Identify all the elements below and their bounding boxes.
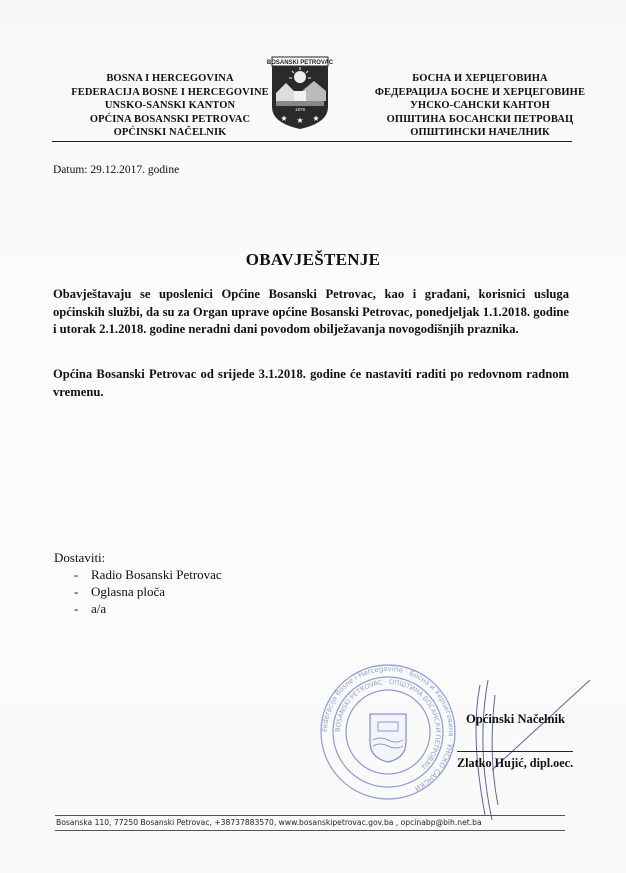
body-paragraph: Obavještavaju se uposlenici Općine Bosanski Petrovac, kao i građani, korisnici usluga općinskih službi, da su za Organ uprave općine Bosanski Petrovac, ponedjeljak 1.1.2018. godine i utorak 2.1.2018. godine neradni dani povodom obilježavanja novogodišnjih praznika. bbox=[53, 287, 569, 337]
header-line: ОПШТИНА БОСАНСКИ ПЕТРОВАЦ bbox=[386, 113, 574, 125]
header-line: FEDERACIJA BOSNE I HERCEGOVINE bbox=[71, 86, 269, 98]
header-line: БОСНА И ХЕРЦЕГОВИНА bbox=[412, 73, 548, 84]
crest-banner: BOSANSKI PETROVAC bbox=[266, 60, 334, 66]
delivery-item-text: Oglasna ploča bbox=[91, 584, 166, 599]
header-line: ФЕДЕРАЦИЈА БОСНЕ И ХЕРЦЕГОВИНЕ bbox=[374, 86, 586, 98]
delivery-list bbox=[54, 549, 222, 617]
svg-text:★: ★ bbox=[280, 114, 288, 123]
delivery-item-text: Radio Bosanski Petrovac bbox=[91, 567, 222, 582]
delivery-item: - Oglasna ploča bbox=[74, 584, 166, 599]
svg-text:Federacija Bosne i Hercegovine: Federacija Bosne i Hercegovine · Босна и Херцеговина · УНСКО САНСКИ bbox=[320, 664, 456, 793]
header-line: УНСКО-САНСКИ КАНТОН bbox=[410, 100, 550, 111]
delivery-item-text: a/a bbox=[91, 601, 107, 616]
handwritten-signature bbox=[440, 675, 600, 825]
body-paragraph: Općina Bosanski Petrovac od srijede 3.1.2018. godine će nastaviti raditi po redovnom radnom vremenu. bbox=[53, 367, 569, 399]
header-line: OPĆINSKI NAČELNIK bbox=[113, 127, 227, 138]
footer-divider bbox=[55, 815, 565, 816]
header-latin bbox=[60, 72, 280, 140]
delivery-item: - a/a bbox=[74, 601, 107, 616]
signatory-title: Općinski Načelnik bbox=[466, 712, 566, 726]
delivery-label: Dostaviti: bbox=[54, 550, 106, 565]
header-line: UNSKO-SANSKI KANTON bbox=[104, 100, 236, 111]
official-stamp-icon bbox=[318, 662, 458, 802]
municipal-crest-icon bbox=[266, 57, 334, 129]
svg-text:★: ★ bbox=[296, 116, 304, 125]
document-title: OBAVJEŠTENJE bbox=[245, 250, 381, 269]
signature-line bbox=[457, 751, 573, 752]
header-divider bbox=[52, 141, 572, 142]
signatory-name: Zlatko Hujić, dipl.oec. bbox=[457, 756, 574, 770]
header-cyrillic bbox=[370, 72, 590, 140]
svg-text:★: ★ bbox=[312, 114, 320, 123]
document-date: Datum: 29.12.2017. godine bbox=[53, 164, 180, 176]
header-line: ОПШТИНСКИ НАЧЕЛНИК bbox=[410, 127, 550, 138]
footer-divider bbox=[55, 830, 565, 831]
footer-contact: Bosanska 110, 77250 Bosanski Petrovac, +38737883570, www.bosanskipetrovac.gov.ba , opcinabp@bih.net.ba bbox=[56, 818, 482, 827]
delivery-item: - Radio Bosanski Petrovac bbox=[74, 567, 222, 582]
header-line: BOSNA I HERCEGOVINA bbox=[106, 73, 234, 84]
svg-text:BOSANSKI PETROVAC · ОПШТИНА БО: BOSANSKI PETROVAC · ОПШТИНА БОСАНСКИ ПЕТРОВАЦ bbox=[333, 677, 443, 771]
header-line: OPĆINA BOSANSKI PETROVAC bbox=[89, 113, 251, 125]
crest-year: 1878 bbox=[294, 107, 306, 112]
